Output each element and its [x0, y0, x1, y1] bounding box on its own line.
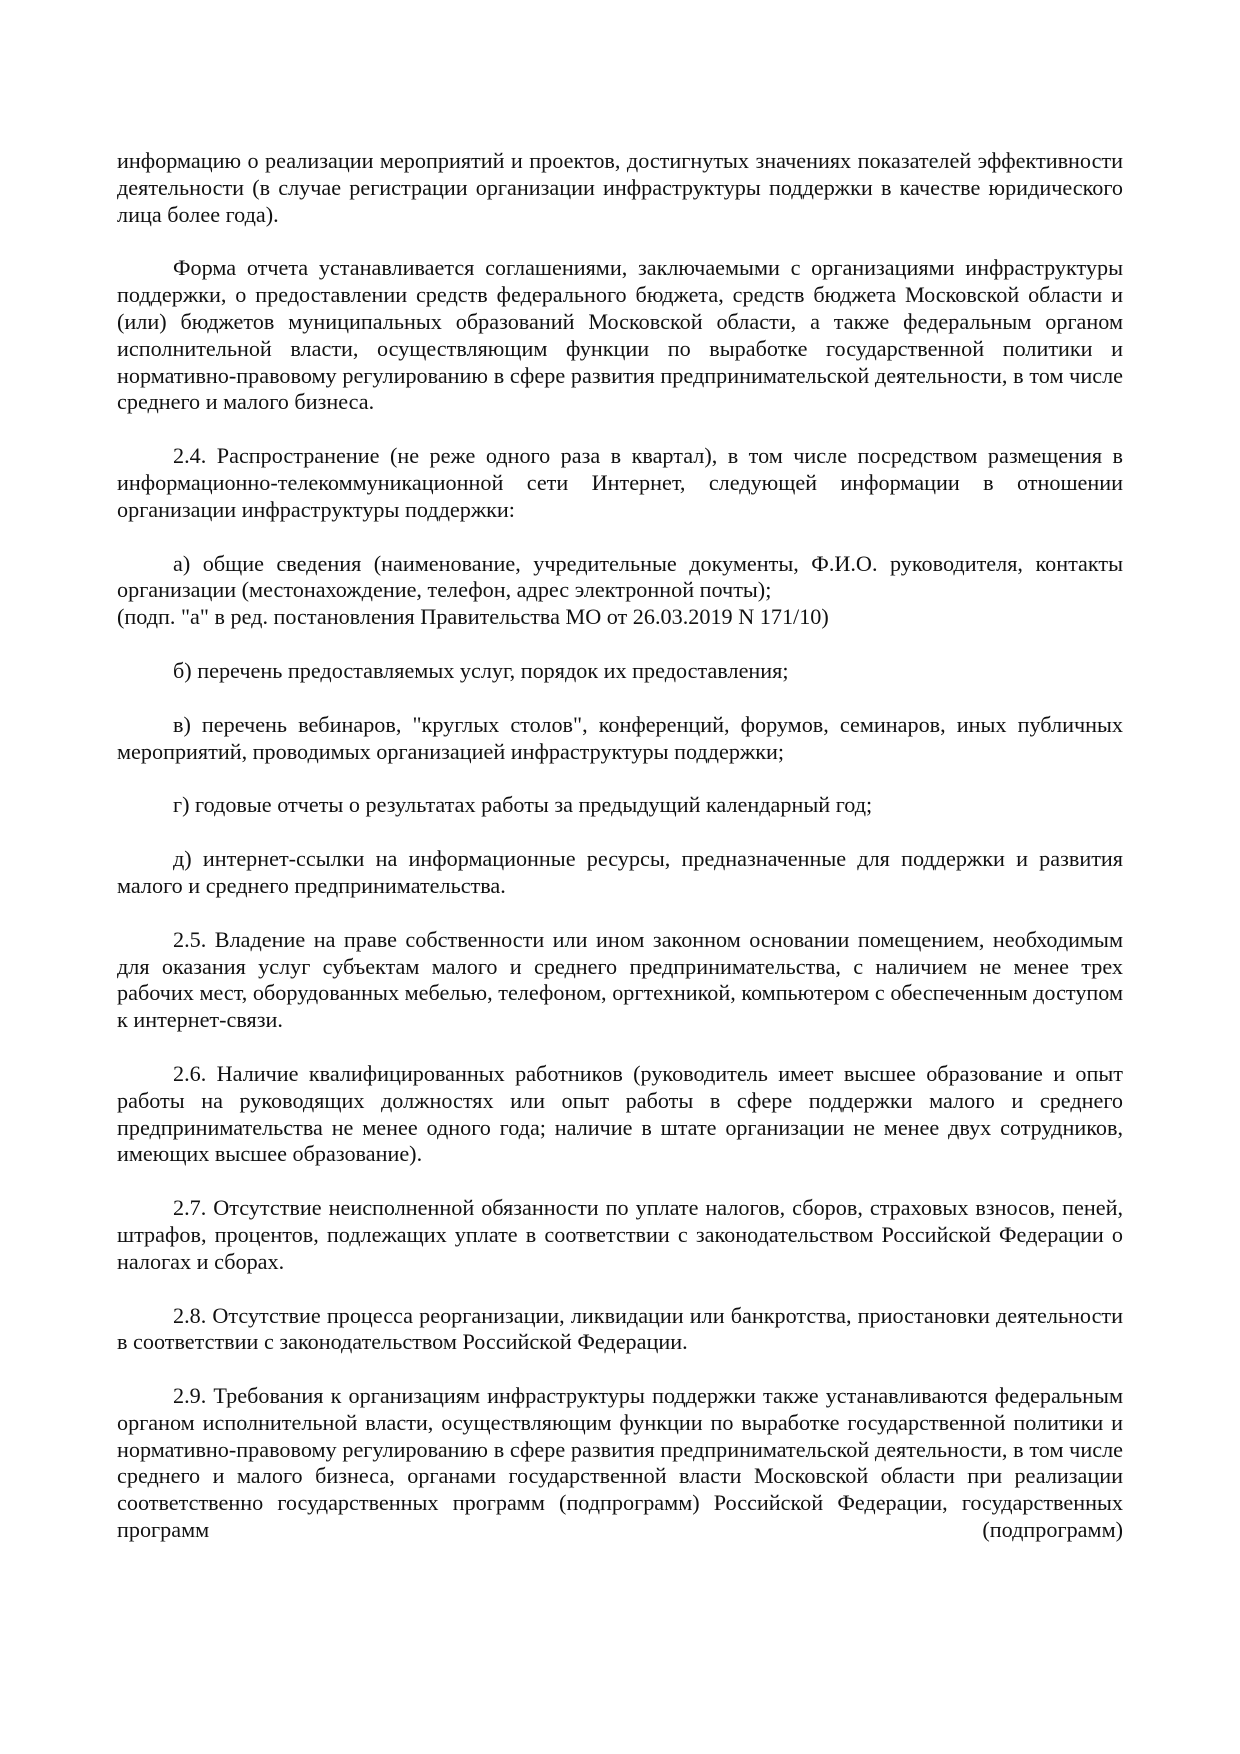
paragraph-gap: [117, 1168, 1123, 1195]
clause-2-9: 2.9. Требования к организациям инфраструктуры поддержки также устанавливаются федеральным органом исполнительной власти, осуществляющим функции по выработке государственной политики и нормативно-правовому регулированию в сфере развития предпринимательской деятельности, в том числе среднего и малого бизнеса, органами государственной власти Московской области при реализации соответственно государственных программ (подпрограмм) Российской Федерации, государственных программ (подпрограмм): [117, 1383, 1123, 1543]
paragraph-gap: [117, 819, 1123, 846]
clause-2-4-g: г) годовые отчеты о результатах работы за предыдущий календарный год;: [173, 792, 873, 818]
paragraph-gap: [117, 1356, 1123, 1383]
paragraph-intro-continuation: информацию о реализации мероприятий и проектов, достигнутых значениях показателей эффективности деятельности (в случае регистрации организации инфраструктуры поддержки в качестве юридического лица более года).: [117, 148, 1123, 227]
paragraph-gap: [117, 900, 1123, 927]
clause-2-6: 2.6. Наличие квалифицированных работников (руководитель имеет высшее образование и опыт работы на руководящих должностях или опыт работы в сфере поддержки малого и среднего предпринимательства не менее одного года; наличие в штате организации не менее двух сотрудников, имеющих высшее образование).: [117, 1060, 1123, 1167]
clause-2-5: 2.5. Владение на праве собственности или ином законном основании помещением, необходимым для оказания услуг субъектам малого и среднего предпринимательства, с наличием не менее трех рабочих мест, оборудованных мебелью, телефоном, оргтехникой, компьютером с обеспеченным доступом к интернет-связи.: [117, 926, 1123, 1033]
clause-2-4-a: а) общие сведения (наименование, учредительные документы, Ф.И.О. руководителя, контакты организации (местонахождение, телефон, адрес электронной почты);: [117, 550, 1123, 603]
paragraph-report-form: Форма отчета устанавливается соглашениями, заключаемыми с организациями инфраструктуры поддержки, о предоставлении средств федерального бюджета, средств бюджета Московской области и (или) бюджетов муниципальных образований Московской области, а также федеральным органом исполнительной власти, осуществляющим функции по выработке государственной политики и нормативно-правовому регулированию в сфере развития предпринимательской деятельности, в том числе среднего и малого бизнеса.: [117, 255, 1123, 415]
clause-2-4-b: б) перечень предоставляемых услуг, порядок их предоставления;: [173, 657, 789, 683]
paragraph-gap: [117, 685, 1123, 712]
paragraph-gap: [117, 1034, 1123, 1061]
paragraph-gap: [117, 228, 1123, 255]
clause-2-4-v: в) перечень вебинаров, "круглых столов", конференций, форумов, семинаров, иных публичных мероприятий, проводимых организацией инфраструктуры поддержки;: [117, 711, 1123, 764]
document-page: [117, 148, 1123, 1544]
paragraph-gap: [117, 416, 1123, 443]
paragraph-gap: [117, 524, 1123, 551]
clause-2-8: 2.8. Отсутствие процесса реорганизации, ликвидации или банкротства, приостановки деятельности в соответствии с законодательством Российской Федерации.: [117, 1302, 1123, 1355]
paragraph-gap: [117, 765, 1123, 792]
clause-2-4-d: д) интернет-ссылки на информационные ресурсы, предназначенные для поддержки и развития малого и среднего предпринимательства.: [117, 846, 1123, 898]
clause-2-4: 2.4. Распространение (не реже одного раза в квартал), в том числе посредством размещения в информационно-телекоммуникационной сети Интернет, следующей информации в отношении организации инфраструктуры поддержки:: [117, 443, 1123, 522]
paragraph-gap: [117, 631, 1123, 658]
clause-2-4-a-amendment-note: (подп. "а" в ред. постановления Правительства МО от 26.03.2019 N 171/10): [117, 604, 829, 630]
paragraph-gap: [117, 1276, 1123, 1303]
clause-2-7: 2.7. Отсутствие неисполненной обязанности по уплате налогов, сборов, страховых взносов, пеней, штрафов, процентов, подлежащих уплате в соответствии с законодательством Российской Федерации о налогах и сборах.: [117, 1195, 1123, 1274]
